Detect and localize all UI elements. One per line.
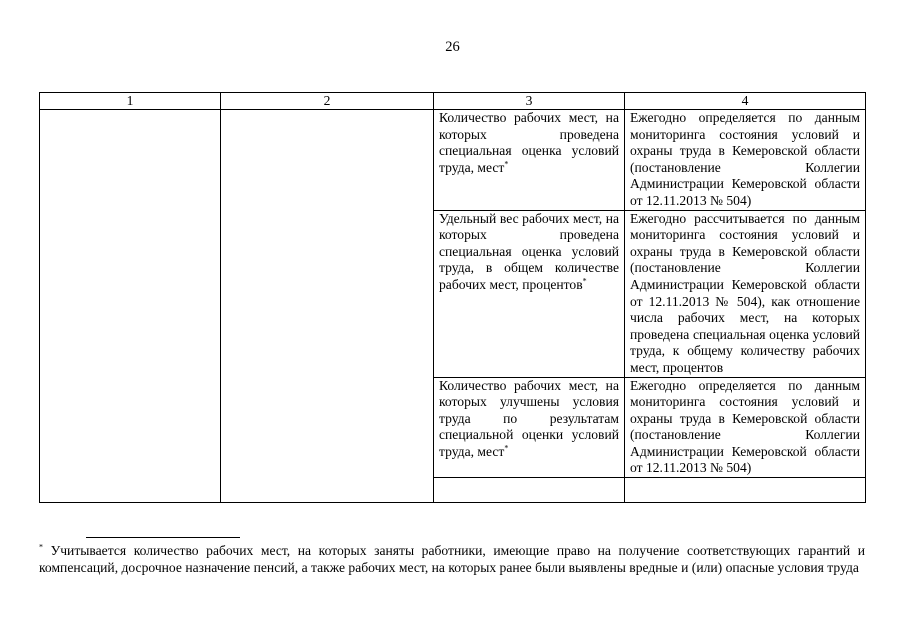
cell-empty [434,478,625,503]
footnote-marker: * [39,542,43,552]
indicator-text: Количество рабочих мест, на которых улучшены условия труда по результатам специальной оценки условий труда, мест [439,377,619,459]
footnote-separator [86,537,240,538]
cell-col1 [40,110,221,503]
cell-indicator [434,377,625,478]
footnote [39,542,865,576]
cell-col2 [221,110,434,503]
cell-method: Ежегодно определяется по данным мониторинга состояния условий и охраны труда в Кемеровской области (постановление Коллегии Администрации Кемеровской области от 12.11.2013 № 504) [625,377,866,478]
page-number: 26 [445,39,460,55]
footnote-marker: * [504,159,509,169]
column-header-3: 3 [434,93,625,110]
table-header-row [40,93,866,110]
table-row [40,110,866,211]
indicator-text: Количество рабочих мест, на которых проведена специальная оценка условий труда, мест [439,110,619,175]
footnote-marker: * [504,443,509,453]
footnote-marker: * [582,276,587,286]
footnote-text: Учитывается количество рабочих мест, на которых заняты работники, имеющие право на получение соответствующих гарантий и компенсаций, досрочное назначение пенсий, а также рабочих мест, на которых ранее были выявлены вредные и (или) опасные условия труда [39,543,865,575]
cell-method: Ежегодно рассчитывается по данным мониторинга состояния условий и охраны труда в Кемеровской области (постановление Коллегии Администрации Кемеровской области от 12.11.2013 № 504), как отношение числа рабочих мест, на которых проведена специальная оценка условий труда, к общему количеству рабочих мест, процентов [625,210,866,377]
indicator-text: Удельный вес рабочих мест, на которых проведена специальная оценка условий труда, в общем количестве рабочих мест, процентов [439,210,619,292]
cell-method: Ежегодно определяется по данным мониторинга состояния условий и охраны труда в Кемеровской области (постановление Коллегии Администрации Кемеровской области от 12.11.2013 № 504) [625,110,866,211]
cell-indicator [434,110,625,211]
column-header-2: 2 [221,93,434,110]
column-header-1: 1 [40,93,221,110]
cell-empty [625,478,866,503]
indicators-table [39,92,866,503]
column-header-4: 4 [625,93,866,110]
cell-indicator [434,210,625,377]
